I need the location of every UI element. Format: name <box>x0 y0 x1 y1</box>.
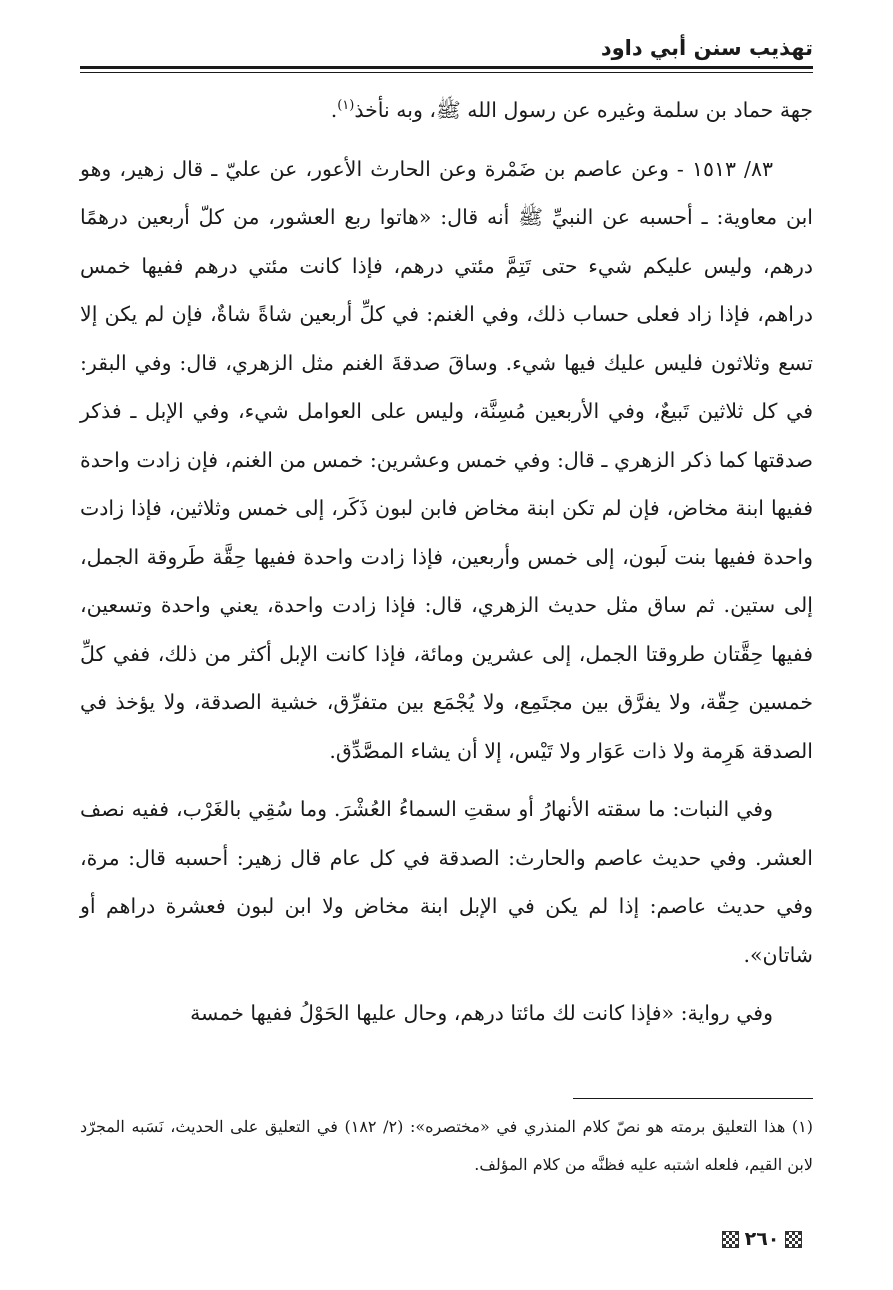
paragraph-text: جهة حماد بن سلمة وغيره عن رسول الله ﷺ، وبه نأخذ <box>354 98 813 122</box>
header-rule-thin <box>80 72 813 73</box>
ornament-icon <box>722 1231 739 1248</box>
footnote-separator <box>573 1098 813 1099</box>
footnote-reference: (١) <box>337 98 355 114</box>
hadith-paragraph: ٨٣/ ١٥١٣ - وعن عاصم بن ضَمْرة وعن الحارث الأعور، عن عليّ ـ قال زهير، وهو ابن معاوية: ـ أحسبه عن النبيِّ ﷺ أنه قال: «هاتوا ربع العشور، من كلّ أربعين درهمًا درهم، وليس عليكم شيء حتى تَتِمَّ مئتي درهم، فإذا كانت مئتي درهم ففيها خمس دراهم، فإذا زاد فعلى حساب ذلك، وفي الغنم: في كلِّ أربعين شاةً شاةٌ، فإن لم يكن إلا تسع وثلاثون فليس عليك فيها شيء. وساقَ صدقةَ الغنم مثل الزهري، قال: وفي البقر: في كل ثلاثين تَبيعٌ، وفي الأربعين مُسِنَّة، وليس على العوامل شيء، وفي الإبل ـ فذكر صدقتها كما ذكر الزهري ـ قال: وفي خمس وعشرين: خمس من الغنم، فإن زادت واحدة ففيها ابنة مخاض، فإن لم تكن ابنة مخاض فابن لبون ذَكَر، إلى خمس وثلاثين، فإذا زادت واحدة ففيها بنت لَبون، إلى خمس وأربعين، فإذا زادت واحدة ففيها حِقَّة طَروقة الجمل، إلى ستين. ثم ساق مثل حديث الزهري، قال: فإذا زادت واحدة، يعني واحدة وتسعين، ففيها حِقَّتان طروقتا الجمل، إلى عشرين ومائة، فإذا كانت الإبل أكثر من ذلك، ففي كلِّ خمسين حِقّة، ولا يفرَّق بين مجتَمِع، ولا يُجْمَع بين متفرِّق، خشية الصدقة، ولا يؤخذ في الصدقة هَرِمة ولا ذات عَوَار ولا تَيْس، إلا أن يشاء المصَّدِّق. <box>80 156 813 763</box>
footnote-text: (١) هذا التعليق برمته هو نصّ كلام المنذري في «مختصره»: (٢/ ١٨٢) في التعليق على الحديث، نَسَبه المجرّد لابن القيم، فلعله اشتبه عليه فظنَّه من كلام المؤلف. <box>80 1117 813 1174</box>
main-text <box>80 86 813 1048</box>
ornament-icon <box>785 1231 802 1248</box>
page-number: ٢٦٠ <box>744 1228 780 1250</box>
page-number-block <box>712 1224 812 1254</box>
paragraph-continuation <box>80 86 813 135</box>
paragraph-end-mark: . <box>330 98 338 122</box>
running-title: تهذيب سنن أبي داود <box>600 36 813 60</box>
running-header <box>80 30 813 70</box>
footnote <box>80 1108 813 1184</box>
paragraph-riwaya: وفي رواية: «فإذا كانت لك مائتا درهم، وحال عليها الحَوْلُ ففيها خمسة <box>190 1001 773 1025</box>
header-rule-thick <box>80 66 813 69</box>
paragraph-plants: وفي النبات: ما سقته الأنهارُ أو سقتِ السماءُ العُشْرَ. وما سُقِي بالغَرْب، ففيه نصف العشر. وفي حديث عاصم والحارث: الصدقة في كل عام قال زهير: أحسبه قال: مرة، وفي حديث عاصم: إذا لم يكن في الإبل ابنة مخاض ولا ابن لبون فعشرة دراهم أو شاتان». <box>80 797 813 967</box>
